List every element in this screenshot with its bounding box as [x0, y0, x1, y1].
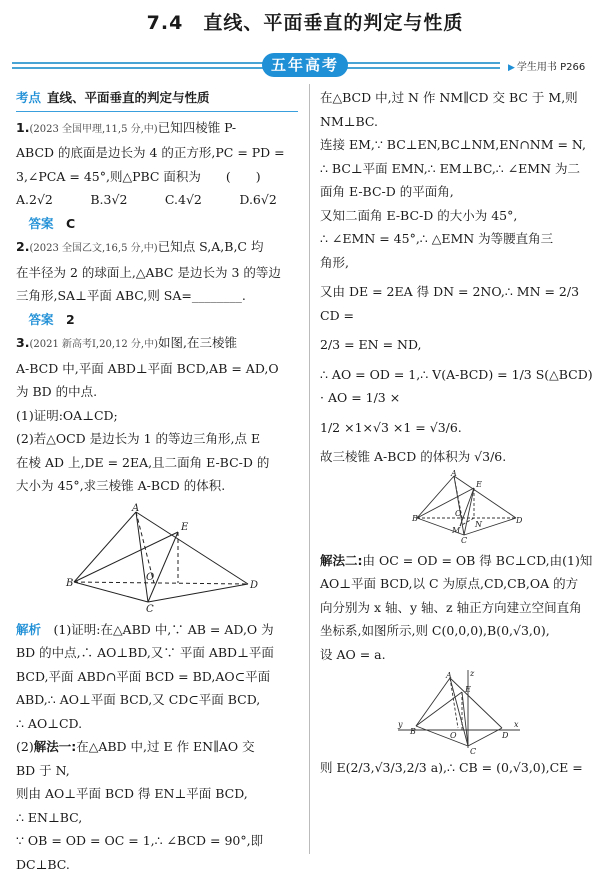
method2-line-4: 坐标系,如图所示,则 C(0,0,0),B(0,√3,0), [320, 619, 598, 643]
sol-right-line-6: 又知二面角 E-BC-D 的大小为 45°, [320, 204, 598, 228]
q3-line-6: 在棱 AD 上,DE = 2EA,且二面角 E-BC-D 的 [16, 451, 298, 475]
method1-line-6: DC⊥BC. [16, 853, 298, 876]
tag-text: 学生用书 P266 [517, 62, 585, 73]
method2-line-5: 设 AO = a. [320, 643, 598, 667]
fig1-label-e: E [180, 522, 189, 533]
kaodian-label: 考点 [16, 90, 41, 105]
q3-line-7: 大小为 45°,求三棱锥 A-BCD 的体积. [16, 474, 298, 498]
svg-text:E: E [475, 480, 482, 489]
q3-source: (2021 新高考Ⅰ,20,12 分,中) [29, 339, 158, 350]
sol-right-line-11: ∴ AO = OD = 1,∴ V(A-BCD) = 1/3 S(△BCD) · AO = 1/3 × [320, 363, 598, 410]
method2-line-1: 解法二:由 OC = OD = OB 得 BC⊥CD,由(1)知 [320, 549, 598, 573]
svg-text:D: D [501, 731, 509, 740]
fig1-label-d: D [249, 580, 258, 591]
page-title: 7.4 直线、平面垂直的判定与性质 [0, 8, 610, 35]
banner-rule-top [12, 62, 500, 64]
q1-line-2: ABCD 的底面是边长为 4 的正方形,PC = PD = [16, 141, 298, 165]
method1-line-4: ∴ EN⊥BC, [16, 806, 298, 830]
banner-rule-bottom [12, 67, 500, 69]
section-heading [16, 86, 298, 112]
q3-line-3: 为 BD 的中点. [16, 380, 298, 404]
svg-text:M: M [451, 526, 461, 535]
q1-number: 1. [16, 120, 29, 135]
sol-left-line-5: ∴ AO⊥CD. [16, 712, 298, 736]
sol-right-line-12: 1/2 ×1×√3 ×1 = √3/6. [320, 416, 598, 440]
q3-line-1: 3.(2021 新高考Ⅰ,20,12 分,中)如图,在三棱锥 [16, 331, 298, 357]
sol-left-line-2: BD 的中点,∴ AO⊥BD,又∵ 平面 ABD⊥平面 [16, 641, 298, 665]
fig1-label-b: B [65, 578, 73, 589]
q1-answer: 答案 C [16, 212, 298, 236]
q3-line-4: (1)证明:OA⊥CD; [16, 404, 298, 428]
solution1-figure [412, 471, 522, 543]
sol-left-line-3: BCD,平面 ABD∩平面 BCD = BD,AO⊂平面 [16, 665, 298, 689]
method2-line-3: 向分别为 x 轴、y 轴、z 轴正方向建立空间直角 [320, 596, 598, 620]
q2-answer: 答案 2 [16, 308, 298, 332]
svg-text:C: C [461, 536, 467, 545]
q3-line-2: A-BCD 中,平面 ABD⊥平面 BCD,AB = AD,O [16, 357, 298, 381]
arrow-icon: ▶ [508, 63, 515, 73]
svg-text:C: C [470, 747, 476, 756]
q3-line-5: (2)若△OCD 是边长为 1 的等边三角形,点 E [16, 427, 298, 451]
sol-right-line-8: 角形, [320, 251, 598, 275]
coordinate-figure [398, 668, 522, 754]
sol-right-line-13: 故三棱锥 A-BCD 的体积为 √3/6. [320, 445, 598, 469]
svg-text:z: z [469, 669, 475, 678]
fig1-label-a: A [131, 503, 139, 514]
q2-number: 2. [16, 239, 29, 254]
fig1-label-o: O [146, 572, 154, 583]
fig1-label-c: C [146, 604, 154, 615]
jiexi-label: 解析 [16, 622, 41, 637]
right-column [320, 86, 598, 780]
sol-right-line-1: 在△BCD 中,过 N 作 NM∥CD 交 BC 于 M,则 [320, 86, 598, 110]
q1-line-3: 3,∠PCA = 45°,则△PBC 面积为 ( ) [16, 165, 298, 189]
q1-line-1: 1.(2023 全国甲理,11,5 分,中)已知四棱锥 P- [16, 116, 298, 142]
q2-source: (2023 全国乙文,16,5 分,中) [29, 243, 157, 254]
method2-line-2: AO⊥平面 BCD,以 C 为原点,CD,CB,OA 的方 [320, 572, 598, 596]
method1-line-3: 则由 AO⊥平面 BCD 得 EN⊥平面 BCD, [16, 782, 298, 806]
svg-text:E: E [464, 685, 471, 694]
svg-text:O: O [450, 731, 457, 740]
q3-number: 3. [16, 335, 29, 350]
q1-source: (2023 全国甲理,11,5 分,中) [29, 124, 157, 135]
svg-text:O: O [455, 509, 462, 518]
q1-options: A.2√2 B.3√2 C.4√2 D.6√2 [16, 188, 298, 212]
svg-text:y: y [397, 720, 403, 729]
student-book-tag [508, 58, 585, 73]
sol-right-line-9: 又由 DE = 2EA 得 DN = 2NO,∴ MN = 2/3 CD = [320, 280, 598, 327]
svg-text:A: A [450, 469, 457, 478]
sol-right-line-7: ∴ ∠EMN = 45°,∴ △EMN 为等腰直角三 [320, 227, 598, 251]
sol-right-line-2: NM⊥BC. [320, 110, 598, 134]
column-divider [309, 84, 310, 854]
sol-right-last-line: 则 E(2/3,√3/3,2/3 a),∴ CB = (0,√3,0),CE = [320, 756, 598, 780]
method1-line-2: BD 于 N, [16, 759, 298, 783]
sol-right-line-3: 连接 EM,∵ BC⊥EN,BC⊥NM,EN∩NM = N, [320, 133, 598, 157]
svg-text:B: B [409, 727, 416, 736]
sol-right-line-10: 2/3 = EN = ND, [320, 333, 598, 357]
method1-line-5: ∵ OB = OD = OC = 1,∴ ∠BCD = 90°,即 [16, 829, 298, 853]
svg-text:N: N [474, 520, 483, 529]
sol-left-line-4: ABD,∴ AO⊥平面 BCD,又 CD⊂平面 BCD, [16, 688, 298, 712]
pyramid-figure [66, 504, 256, 612]
section-banner: 五年高考 [262, 53, 348, 77]
svg-text:x: x [514, 720, 519, 729]
method1-line-1: (2)解法一:在△ABD 中,过 E 作 EN∥AO 交 [16, 735, 298, 759]
q2-line-1: 2.(2023 全国乙文,16,5 分,中)已知点 S,A,B,C 均 [16, 235, 298, 261]
sol-right-line-4: ∴ BC⊥平面 EMN,∴ EM⊥BC,∴ ∠EMN 为二 [320, 157, 598, 181]
method2-label: 解法二: [320, 553, 363, 568]
sol-right-line-5: 面角 E-BC-D 的平面角, [320, 180, 598, 204]
section-name: 直线、平面垂直的判定与性质 [47, 90, 210, 105]
svg-text:B: B [411, 514, 418, 523]
method1-label: 解法一: [34, 739, 77, 754]
q2-line-3: 三角形,SA⊥平面 ABC,则 SA=________. [16, 284, 298, 308]
svg-text:D: D [515, 516, 523, 525]
left-column [16, 86, 298, 876]
q2-line-2: 在半径为 2 的球面上,△ABC 是边长为 3 的等边 [16, 261, 298, 285]
sol-left-line-1: 解析 (1)证明:在△ABD 中,∵ AB = AD,O 为 [16, 618, 298, 642]
svg-text:A: A [445, 671, 452, 680]
